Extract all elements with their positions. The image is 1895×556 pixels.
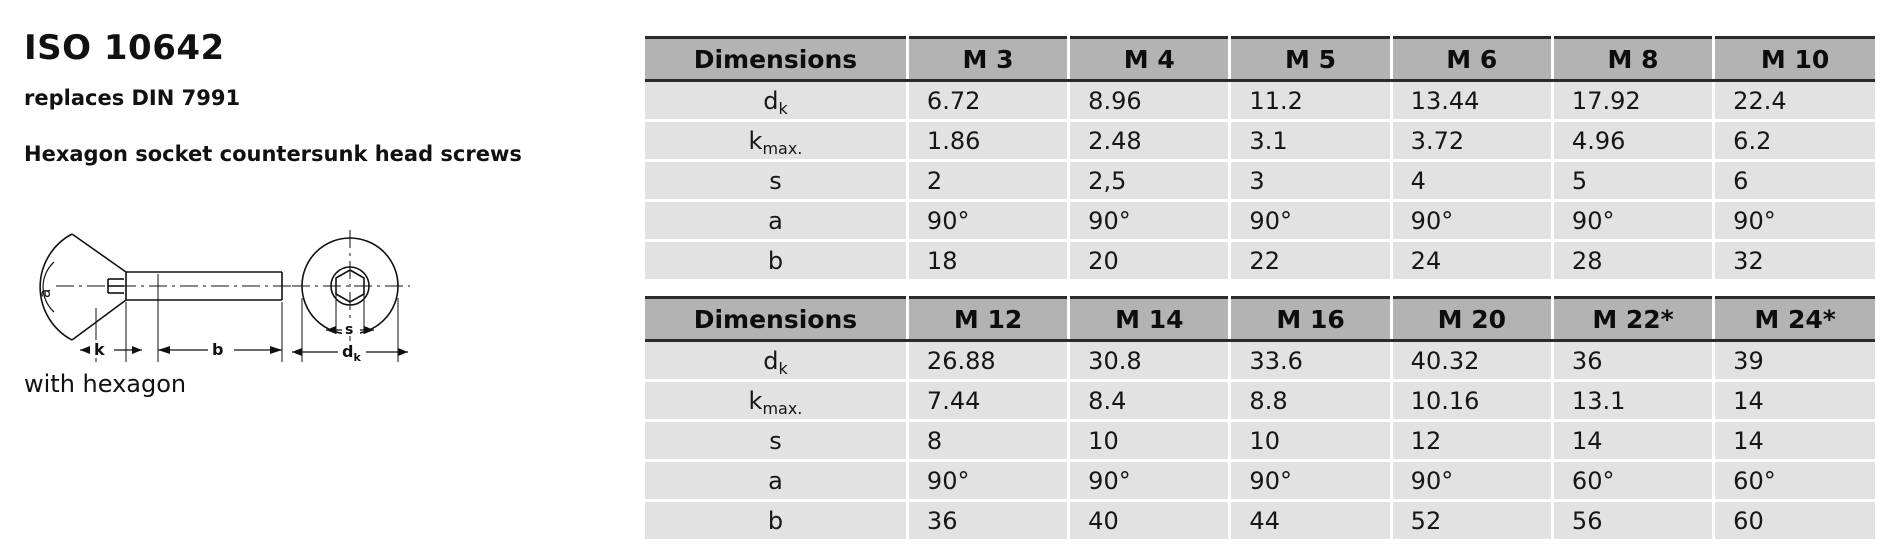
cell: 5 [1552, 161, 1713, 201]
cell: 8.8 [1230, 381, 1391, 421]
cell: 30.8 [1069, 341, 1230, 381]
cell: 22.4 [1714, 81, 1875, 121]
row-label: $k_{max.}$ [645, 381, 907, 421]
cell: 40.32 [1391, 341, 1552, 381]
column-header-m14: M 14 [1069, 298, 1230, 341]
cell: 90° [907, 461, 1068, 501]
cell: 20 [1069, 241, 1230, 281]
cell: 10 [1230, 421, 1391, 461]
table-row [645, 421, 1875, 461]
column-header-m22: M 22* [1552, 298, 1713, 341]
row-label: $d_k$ [645, 341, 907, 381]
column-header-m5: M 5 [1230, 38, 1391, 81]
drawing-label-k: k [94, 340, 105, 359]
cell: 36 [907, 501, 1068, 541]
cell: 90° [1391, 461, 1552, 501]
cell: 12 [1391, 421, 1552, 461]
table-header-row [645, 38, 1875, 81]
cell: 28 [1552, 241, 1713, 281]
column-header-m12: M 12 [907, 298, 1068, 341]
cell: 40 [1069, 501, 1230, 541]
column-header-m4: M 4 [1069, 38, 1230, 81]
drawing-label-b: b [212, 340, 224, 359]
cell: 90° [1714, 201, 1875, 241]
cell: 90° [1552, 201, 1713, 241]
dimension-table-small [645, 36, 1875, 282]
cell: 6 [1714, 161, 1875, 201]
cell: 3 [1230, 161, 1391, 201]
row-label: a [645, 201, 907, 241]
product-description: Hexagon socket countersunk head screws [24, 142, 522, 166]
cell: 3.72 [1391, 121, 1552, 161]
column-header-m6: M 6 [1391, 38, 1552, 81]
cell: 13.1 [1552, 381, 1713, 421]
cell: 14 [1714, 421, 1875, 461]
cell: 8.4 [1069, 381, 1230, 421]
screw-technical-drawing [20, 222, 520, 372]
cell: 36 [1552, 341, 1713, 381]
dimension-tables [645, 36, 1875, 556]
cell: 6.72 [907, 81, 1068, 121]
cell: 2 [907, 161, 1068, 201]
cell: 14 [1714, 381, 1875, 421]
cell: 60° [1552, 461, 1713, 501]
cell: 8 [907, 421, 1068, 461]
page-title: ISO 10642 [24, 28, 225, 68]
cell: 8.96 [1069, 81, 1230, 121]
column-header-m3: M 3 [907, 38, 1068, 81]
cell: 3.1 [1230, 121, 1391, 161]
row-label: $d_k$ [645, 81, 907, 121]
cell: 60° [1714, 461, 1875, 501]
cell: 33.6 [1230, 341, 1391, 381]
cell: 90° [1069, 461, 1230, 501]
cell: 6.2 [1714, 121, 1875, 161]
cell: 90° [1391, 201, 1552, 241]
cell: 26.88 [907, 341, 1068, 381]
cell: 17.92 [1552, 81, 1713, 121]
cell: 4 [1391, 161, 1552, 201]
row-label: $k_{max.}$ [645, 121, 907, 161]
row-label: s [645, 421, 907, 461]
cell: 90° [1230, 201, 1391, 241]
dimension-table-large [645, 296, 1875, 542]
table-row [645, 81, 1875, 121]
table-row [645, 341, 1875, 381]
row-label: s [645, 161, 907, 201]
cell: 44 [1230, 501, 1391, 541]
row-label: a [645, 461, 907, 501]
cell: 90° [907, 201, 1068, 241]
row-label: b [645, 501, 907, 541]
replaces-standard: replaces DIN 7991 [24, 86, 241, 110]
cell: 10 [1069, 421, 1230, 461]
cell: 22 [1230, 241, 1391, 281]
cell: 14 [1552, 421, 1713, 461]
table-row [645, 201, 1875, 241]
table-row [645, 501, 1875, 541]
cell: 52 [1391, 501, 1552, 541]
drawing-label-angle: a [36, 288, 54, 298]
column-header-m24: M 24* [1714, 298, 1875, 341]
cell: 4.96 [1552, 121, 1713, 161]
cell: 11.2 [1230, 81, 1391, 121]
row-label: b [645, 241, 907, 281]
cell: 10.16 [1391, 381, 1552, 421]
cell: 2.48 [1069, 121, 1230, 161]
cell: 39 [1714, 341, 1875, 381]
column-header-m20: M 20 [1391, 298, 1552, 341]
drawing-label-s: s [345, 322, 354, 338]
cell: 7.44 [907, 381, 1068, 421]
cell: 90° [1069, 201, 1230, 241]
column-header-m8: M 8 [1552, 38, 1713, 81]
column-header-m10: M 10 [1714, 38, 1875, 81]
drawing-label-dk: $d_k$ [342, 342, 361, 364]
cell: 18 [907, 241, 1068, 281]
cell: 24 [1391, 241, 1552, 281]
cell: 2,5 [1069, 161, 1230, 201]
table-row [645, 381, 1875, 421]
header-block [24, 28, 624, 176]
table-row [645, 241, 1875, 281]
table-row [645, 121, 1875, 161]
table-row [645, 161, 1875, 201]
cell: 90° [1230, 461, 1391, 501]
cell: 32 [1714, 241, 1875, 281]
cell: 56 [1552, 501, 1713, 541]
column-header-dimensions: Dimensions [645, 298, 907, 341]
cell: 13.44 [1391, 81, 1552, 121]
table-header-row [645, 298, 1875, 341]
table-row [645, 461, 1875, 501]
column-header-dimensions: Dimensions [645, 38, 907, 81]
cell: 60 [1714, 501, 1875, 541]
cell: 1.86 [907, 121, 1068, 161]
drawing-caption: with hexagon [24, 370, 187, 398]
column-header-m16: M 16 [1230, 298, 1391, 341]
